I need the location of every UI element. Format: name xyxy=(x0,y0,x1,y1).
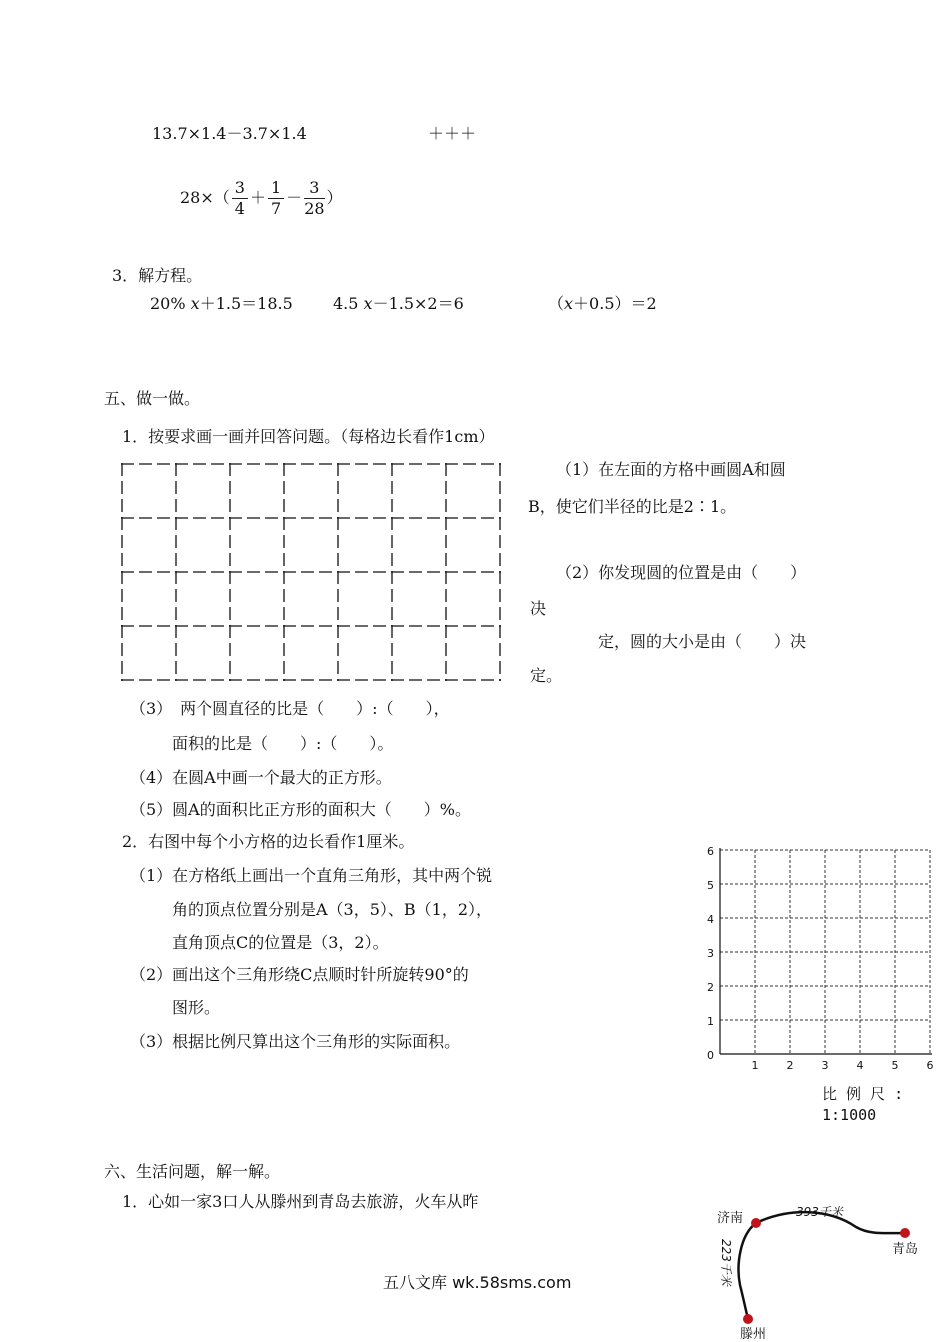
equation-2: 4.5 x－1.5×2＝6 xyxy=(333,294,464,313)
q1-part3-line1: （3） 两个圆直径的比是（ ）:（ ）， xyxy=(130,699,450,718)
y-label-0: 0 xyxy=(707,1049,714,1062)
y-label-4: 4 xyxy=(707,913,714,926)
x-label-3: 3 xyxy=(821,1059,829,1072)
q2-part1-line3: 直角顶点C的位置是（3，2）。 xyxy=(172,933,389,952)
x-label-1: 1 xyxy=(751,1059,759,1072)
expr3-prefix: 28×（ xyxy=(180,188,230,207)
dashed-grid-7x4 xyxy=(119,461,505,683)
fraction-1-7: $\frac{1}{7}$ xyxy=(268,178,284,219)
q2-part2-line2: 图形。 xyxy=(172,998,221,1017)
y-label-6: 6 xyxy=(707,845,714,858)
x-label-5: 5 xyxy=(891,1059,899,1072)
fraction-3-4: $\frac{3}{4}$ xyxy=(232,178,248,219)
equation-3: （x＋0.5）＝2 xyxy=(548,294,657,313)
jinan-dot xyxy=(751,1218,761,1228)
qingdao-label: 青岛 xyxy=(892,1242,919,1257)
equation-1: 20% x＋1.5＝18.5 xyxy=(150,294,293,313)
q2-part3: （3）根据比例尺算出这个三角形的实际面积。 xyxy=(130,1032,461,1051)
distance-223: 223千米 xyxy=(719,1239,733,1286)
x-label-4: 4 xyxy=(856,1059,864,1072)
calc-expression-2: ＋＋＋ xyxy=(428,124,477,143)
q2-part1-line1: （1）在方格纸上画出一个直角三角形，其中两个锐 xyxy=(130,866,493,885)
tengzhou-dot xyxy=(743,1314,753,1324)
scale-value: 1:1000 xyxy=(822,1106,877,1124)
q1-part2-line1: （2）你发现圆的位置是由（ ） xyxy=(556,563,807,582)
q1-part1-line2: B，使它们半径的比是2∶1。 xyxy=(528,497,737,516)
expr3-suffix: ） xyxy=(326,188,343,207)
section6-question-1: 1．心如一家3口人从滕州到青岛去旅游，火车从昨 xyxy=(122,1192,479,1211)
tengzhou-label: 滕州 xyxy=(740,1327,767,1342)
x-label-6: 6 xyxy=(926,1059,934,1072)
y-label-2: 2 xyxy=(707,981,714,994)
q1-part1-line1: （1）在左面的方格中画圆A和圆 xyxy=(556,460,786,479)
q1-part3-line2: 面积的比是（ ）:（ ）。 xyxy=(172,734,394,753)
q2-part1-line2: 角的顶点位置分别是A（3，5）、B（1，2）， xyxy=(172,900,493,919)
footer-watermark: 五八文库 wk.58sms.com xyxy=(383,1273,572,1292)
x-label-2: 2 xyxy=(786,1059,794,1072)
coordinate-grid xyxy=(700,840,940,1075)
q1-part5: （5）圆A的面积比正方形的面积大（ ）%。 xyxy=(130,800,471,819)
route-map xyxy=(700,1195,940,1342)
q1-part2-line2: 决 xyxy=(530,599,547,618)
plus-sign: ＋ xyxy=(249,188,266,207)
question-2: 2．右图中每个小方格的边长看作1厘米。 xyxy=(122,832,415,851)
section-5-title: 五、做一做。 xyxy=(104,389,201,408)
calc-expression-3 xyxy=(180,178,343,219)
scale-label: 比 例 尺 : xyxy=(822,1085,904,1103)
q2-part2-line1: （2）画出这个三角形绕C点顺时针所旋转90°的 xyxy=(130,965,469,984)
q1-part2-line4: 定。 xyxy=(530,666,563,685)
question-1: 1．按要求画一画并回答问题。（每格边长看作1cm） xyxy=(122,427,495,446)
minus-sign: － xyxy=(286,188,303,207)
section-6-title: 六、生活问题，解一解。 xyxy=(104,1162,281,1181)
equations-heading: 3．解方程。 xyxy=(112,266,203,285)
q1-part4: （4）在圆A中画一个最大的正方形。 xyxy=(130,768,392,787)
distance-393: 393千米 xyxy=(796,1205,843,1219)
y-label-5: 5 xyxy=(707,879,714,892)
jinan-label: 济南 xyxy=(717,1211,744,1226)
y-label-1: 1 xyxy=(707,1015,714,1028)
y-label-3: 3 xyxy=(707,947,714,960)
route-jinan-tengzhou xyxy=(739,1223,756,1319)
qingdao-dot xyxy=(900,1228,910,1238)
calc-expression-1: 13.7×1.4－3.7×1.4 xyxy=(152,124,307,143)
q1-part2-line3: 定，圆的大小是由（ ）决 xyxy=(598,632,807,651)
fraction-3-28: $\frac{3}{28}$ xyxy=(304,178,325,218)
